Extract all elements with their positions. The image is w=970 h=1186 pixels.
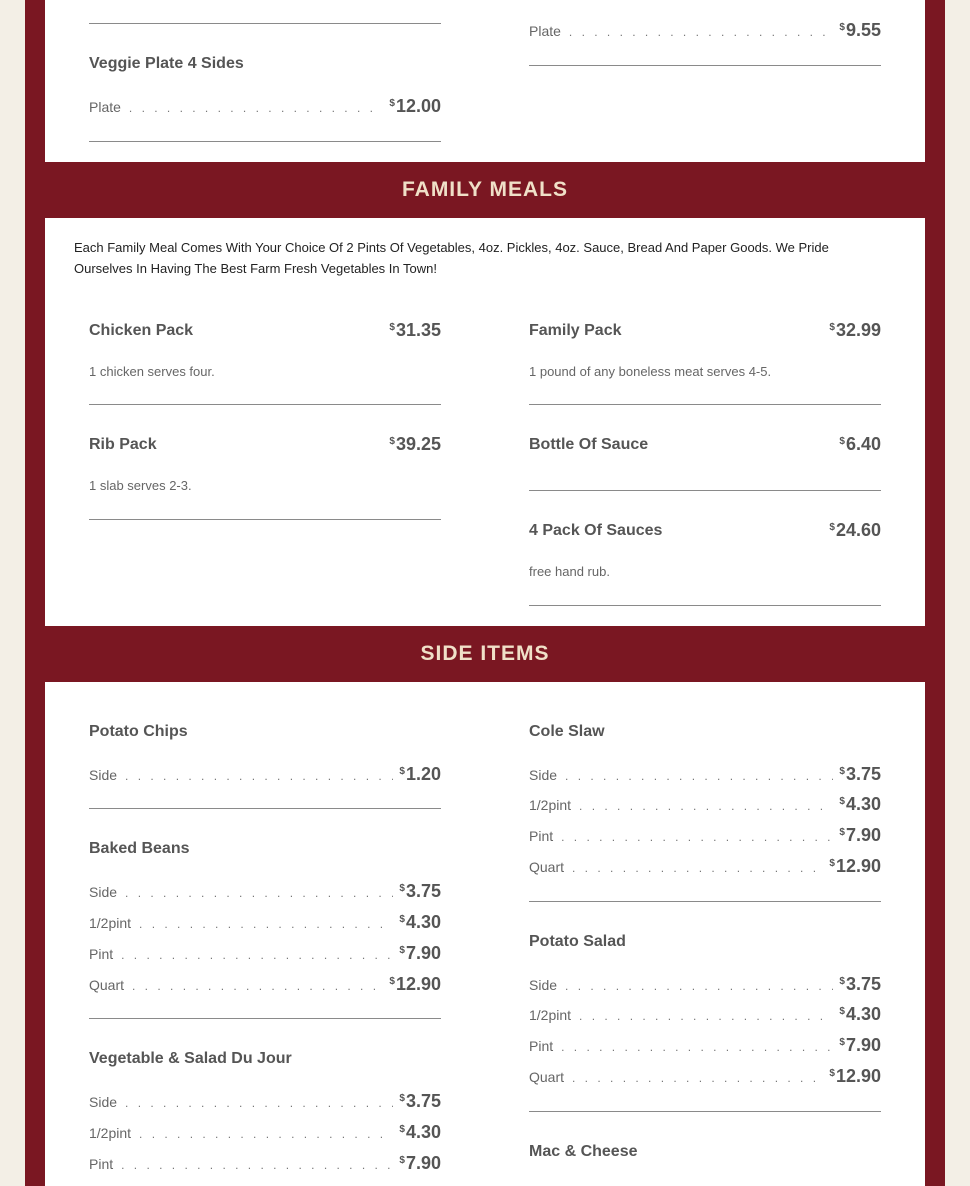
- dot-leader: [132, 979, 383, 993]
- dot-leader: [565, 979, 833, 993]
- price: $7.90: [399, 943, 441, 963]
- item-name: Vegetable & Salad Du Jour: [89, 1050, 292, 1067]
- divider: [89, 1018, 441, 1019]
- item-name: Potato Salad: [529, 933, 626, 950]
- price: $3.75: [839, 764, 881, 784]
- price-row: [89, 943, 441, 965]
- size-label: Side: [89, 767, 118, 783]
- price-row: [529, 974, 881, 996]
- size-label: Pint: [89, 1156, 114, 1172]
- dot-leader: [121, 948, 393, 962]
- size-label: Pint: [529, 828, 554, 844]
- price: $12.90: [829, 856, 881, 876]
- item-price: $24.60: [829, 520, 881, 540]
- divider: [89, 404, 441, 405]
- price-row: [89, 764, 441, 786]
- size-label: Side: [89, 1094, 118, 1110]
- divider: [89, 808, 441, 809]
- item-description: free hand rub.: [529, 564, 610, 579]
- price-row: [89, 96, 441, 118]
- size-label: Quart: [529, 1069, 565, 1085]
- price-row: [529, 764, 881, 786]
- item-name: Baked Beans: [89, 840, 190, 857]
- item-name: Potato Chips: [89, 723, 188, 740]
- section-title-side-items: SIDE ITEMS: [420, 642, 550, 665]
- price: $7.90: [839, 1035, 881, 1055]
- price: $7.90: [839, 825, 881, 845]
- price-row: [89, 912, 441, 934]
- divider: [89, 519, 441, 520]
- size-label: Quart: [529, 859, 565, 875]
- size-label: Plate: [529, 23, 561, 39]
- item-description: 1 slab serves 2-3.: [89, 478, 192, 493]
- price: $4.30: [839, 794, 881, 814]
- price-row: [529, 825, 881, 847]
- dot-leader: [139, 917, 393, 931]
- item-name: Rib Pack: [89, 436, 157, 453]
- size-label: 1/2pint: [529, 797, 572, 813]
- dot-leader: [572, 861, 823, 875]
- family-meals-panel: [45, 218, 925, 626]
- price: $3.75: [399, 881, 441, 901]
- divider: [89, 141, 441, 142]
- price: $12.00: [389, 96, 441, 116]
- price: $3.75: [839, 974, 881, 994]
- price-row: [89, 881, 441, 903]
- price-row: [529, 1004, 881, 1026]
- size-label: 1/2pint: [89, 915, 132, 931]
- dot-leader: [125, 1096, 393, 1110]
- family-meals-intro: Each Family Meal Comes With Your Choice Of 2 Pints Of Vegetables, 4oz. Pickles, 4oz. Sauce, Bread And Paper Goods. We Pride Ourselves In Having The Best Farm Fresh Vegetables In Town!: [74, 240, 829, 276]
- price-row: [529, 794, 881, 816]
- size-label: 1/2pint: [89, 1125, 132, 1141]
- divider: [89, 23, 441, 24]
- price: $4.30: [839, 1004, 881, 1024]
- divider: [529, 605, 881, 606]
- price-row: [529, 20, 881, 42]
- price: $4.30: [399, 1122, 441, 1142]
- price-row: [89, 1122, 441, 1144]
- divider: [529, 490, 881, 491]
- item-description: 1 pound of any boneless meat serves 4-5.: [529, 364, 772, 379]
- price-row: [89, 1091, 441, 1113]
- item-name: 4 Pack Of Sauces: [529, 522, 663, 539]
- item-price: $6.40: [839, 434, 881, 454]
- size-label: Side: [529, 767, 558, 783]
- size-label: Plate: [89, 99, 121, 115]
- size-label: Side: [89, 884, 118, 900]
- price-row: [529, 1066, 881, 1088]
- section-title-family-meals: FAMILY MEALS: [401, 178, 569, 201]
- item-name: Family Pack: [529, 322, 622, 339]
- divider: [529, 404, 881, 405]
- price-row: [529, 1035, 881, 1057]
- dot-leader: [579, 1009, 833, 1023]
- dot-leader: [572, 1071, 823, 1085]
- price-row: [89, 1153, 441, 1175]
- dot-leader: [579, 799, 833, 813]
- item-name: Chicken Pack: [89, 322, 194, 339]
- size-label: Quart: [89, 977, 125, 993]
- item-name: Bottle Of Sauce: [529, 436, 649, 453]
- item-name: Mac & Cheese: [529, 1143, 638, 1160]
- price: $3.75: [399, 1091, 441, 1111]
- price-row: [529, 856, 881, 878]
- size-label: Pint: [529, 1038, 554, 1054]
- item-price: $31.35: [389, 320, 441, 340]
- dot-leader: [125, 886, 393, 900]
- dot-leader: [561, 1040, 833, 1054]
- price-row: [89, 974, 441, 996]
- price: $9.55: [839, 20, 881, 40]
- divider: [529, 901, 881, 902]
- dot-leader: [129, 101, 383, 115]
- dot-leader: [121, 1158, 393, 1172]
- dot-leader: [569, 25, 833, 39]
- divider: [529, 65, 881, 66]
- size-label: 1/2pint: [529, 1007, 572, 1023]
- size-label: Side: [529, 977, 558, 993]
- item-description: 1 chicken serves four.: [89, 364, 215, 379]
- dot-leader: [139, 1127, 393, 1141]
- price: $1.20: [399, 764, 441, 784]
- item-price: $39.25: [389, 434, 441, 454]
- dot-leader: [561, 830, 833, 844]
- price: $12.90: [389, 974, 441, 994]
- item-price: $32.99: [829, 320, 881, 340]
- price: $12.90: [829, 1066, 881, 1086]
- price: $7.90: [399, 1153, 441, 1173]
- divider: [529, 1111, 881, 1112]
- dot-leader: [565, 769, 833, 783]
- item-name: Cole Slaw: [529, 723, 605, 740]
- price: $4.30: [399, 912, 441, 932]
- item-name: Veggie Plate 4 Sides: [89, 55, 244, 72]
- dot-leader: [125, 769, 393, 783]
- size-label: Pint: [89, 946, 114, 962]
